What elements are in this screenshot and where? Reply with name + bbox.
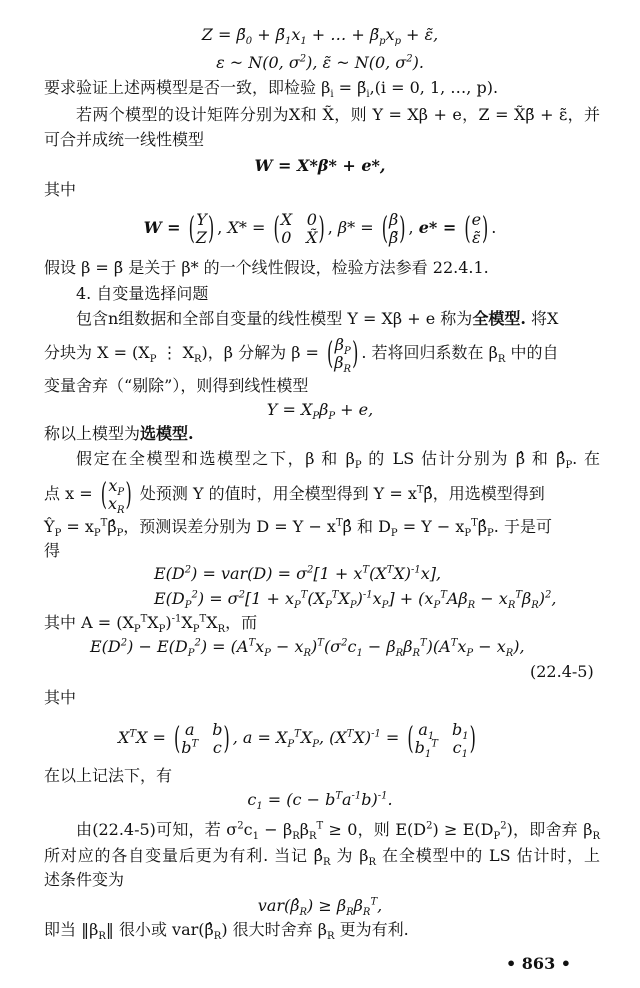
equation-z-model: $Z = \betã_0$ + $\betã_1x_1$ + … + $\betã_px_p$ + ε̃, (201, 25, 439, 48)
section-heading: 4. 自变量选择问题 (76, 284, 209, 303)
text-line: 称以上模型为选模型. (44, 424, 194, 443)
equation-unified-model: W = X*β* + e*, (254, 156, 386, 175)
text-line: 得 (44, 541, 61, 560)
matrix-beta-split: ( $\beta_P$ $\beta_R$ ) (327, 334, 359, 375)
text-line: 若两个模型的设计矩阵分别为X和 X̃，则 Y = Xβ + e，Z = X̃β̃ + ε̃，并 (76, 105, 600, 124)
equation-c1: $c_1 = (c - b^Ta^{-1}b)^{-1}$. (247, 790, 393, 813)
text-line: 其中 $A = (X_P^TX_P)^{-1}X_P^TX_R$，而 (44, 613, 258, 636)
matrix-beta-star: ( β β̃ ) (381, 209, 406, 247)
term-selected-model: 选模型. (140, 424, 194, 443)
term-full-model: 全模型. (472, 309, 526, 328)
matrix-x-star: ( X 0 0 X̃ ) (273, 209, 325, 247)
equation-number: (22.4-5) (530, 662, 594, 681)
text-line: 在以上记法下，有 (44, 766, 173, 785)
matrix-xtx: ( a b $b^T$ c ) (174, 719, 230, 757)
equation-error-difference: $E(D^2) - E(D_P^2) = (A^Tx_P - x_R)^T(\sigma^2c_1 - \beta_R\beta_R^T)(A^Tx_P - x_R)$, (90, 637, 525, 660)
equation-block-matrices: W = ( Y Z ) , X* = ( X 0 0 X̃ ) , β* = ( β β̃ ) , e* = ( e ε̃ ) . (143, 209, 497, 247)
text-line: 其中 (44, 180, 77, 199)
equation-condition: $var(\betâ_R) \ge \beta_R\beta_R^T$, (257, 896, 383, 919)
text-line: 要求验证上述两模型是否一致，即检验 $\beta_i$ = $\betã_i,(i = 0$, 1, …, p). (44, 78, 499, 101)
text-line: 可合并成统一线性模型 (44, 130, 205, 149)
page-number: • 863 • (506, 954, 571, 973)
text-line: 假设 β = β̃ 是关于 β* 的一个线性假设，检验方法参看 22.4.1. (44, 258, 489, 277)
equation-full-error: $E(D^2) = var(D) = \sigma^2[1 + x^T(X^TX)^{-1}x]$, (154, 564, 442, 583)
text-line: 包含n组数据和全部自变量的线性模型 Y = Xβ + e 称为全模型. 将X (76, 309, 559, 328)
equation-selected-model: $Y = X_P\beta_P + e$, (266, 400, 374, 423)
matrix-xtx-inverse: ( $a_1$ $b_1$ $b_1^T$ $c_1$ ) (407, 719, 476, 760)
text-line: 变量舍弃（“剔除”），则得到线性模型 (44, 376, 309, 395)
text-line: 点 x = ( $x_P$ $x_R$ ) 处预测 Y 的值时，用全模型得到 $Y = x^T\betâ$，用选模型得到 (44, 475, 545, 516)
text-line: 述条件变为 (44, 870, 125, 889)
text-line: 由(22.4-5)可知，若 $\sigma^2c_1 - \beta_R\beta_R^T \ge 0$，则 $E(D^2) \ge E(D_P^2)$，即舍弃 $\beta_R$ (76, 820, 600, 843)
text-line: 其中 (44, 688, 77, 707)
equation-error-dist: ε ~ N(0, $\sigma^2$), ε̃ ~ N(0, $\sigma^2$). (216, 53, 424, 72)
text-line: $Ŷ_P$ = $x_P^T\betâ_P$，预测误差分别为 $D = Y - x^T\betâ$ 和 $D_P = Y$ − $x_P^T\betâ_P$. 于是可 (44, 517, 552, 540)
text-line: 分块为 $X = (X_P$ ⋮ $X_R$)，β 分解为 β = ( $\beta_P$ $\beta_R$ ) . 若将回归系数在 $\beta_R$ 中的自 (44, 334, 559, 375)
matrix-w: ( Y Z ) (188, 209, 215, 247)
text-line: 所对应的各自变量后更为有利. 当记 $\betâ_R$ 为 $\beta_R$ 在全模型中的 LS 估计时，上 (44, 846, 600, 869)
text-line: 即当 $‖\beta_R‖$ 很小或 $var(\betâ_R)$ 很大时舍弃 $\beta_R$ 更为有利. (44, 920, 409, 943)
equation-selected-error: $E(D_P^2) = \sigma^2[1 + x_P^T(X_P^TX_P)^{-1}x_P] + (x_P^TA\beta_R - x_R^T\beta_R)^2$, (154, 589, 557, 612)
matrix-e-star: ( e ε̃ ) (464, 209, 489, 247)
equation-xtx-blocks: $X^TX$ = ( a b $b^T$ c ) , $a = X_P^TX_P$, $(X^TX)^{-1}$ = ( $a_1$ $b_1$ $b_1^T$ $c_1$ ) (118, 719, 476, 760)
matrix-x-split: ( $x_P$ $x_R$ ) (100, 475, 132, 516)
text-line: 假定在全模型和选模型之下，β 和 $\beta_P$ 的 LS 估计分别为 β̂ 和 $\betâ_P$. 在 (76, 449, 600, 472)
